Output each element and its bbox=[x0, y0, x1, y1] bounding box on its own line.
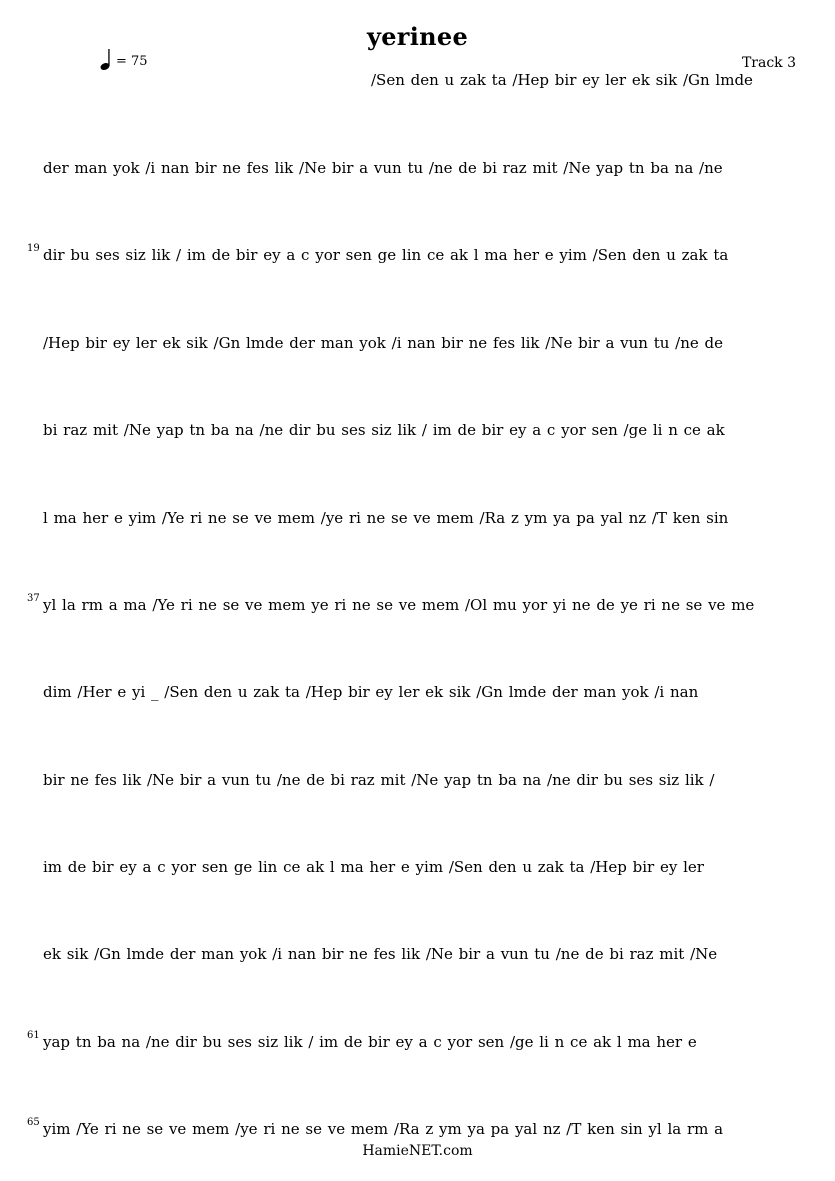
lyric-line: bi raz mit /Ne yap tn ba na /ne dir bu ses siz lik / im de bir ey a c yor sen /ge li n ce ak bbox=[43, 421, 725, 439]
lyric-line: l ma her e yim /Ye ri ne se ve mem /ye ri ne se ve mem /Ra z ym ya pa yal nz /T ken sin bbox=[43, 509, 729, 527]
lyric-line: /Sen den u zak ta /Hep bir ey ler ek sik /Gn lmde bbox=[371, 71, 753, 89]
lyric-line: /Hep bir ey ler ek sik /Gn lmde der man yok /i nan bir ne fes lik /Ne bir a vun tu /ne de bbox=[43, 334, 724, 352]
measure-number: 61 bbox=[27, 1030, 40, 1041]
lyric-line: ek sik /Gn lmde der man yok /i nan bir ne fes lik /Ne bir a vun tu /ne de bi raz mit /Ne bbox=[43, 945, 718, 963]
tempo-value: = 75 bbox=[116, 54, 148, 69]
lyric-line: im de bir ey a c yor sen ge lin ce ak l ma her e yim /Sen den u zak ta /Hep bir ey ler bbox=[43, 858, 704, 876]
lyric-line: dim /Her e yi _ /Sen den u zak ta /Hep bir ey ler ek sik /Gn lmde der man yok /i nan bbox=[43, 683, 699, 701]
measure-number: 37 bbox=[27, 593, 40, 604]
quarter-note-icon bbox=[100, 48, 114, 72]
measure-number: 65 bbox=[27, 1117, 40, 1128]
tempo-marking bbox=[100, 48, 148, 72]
measure-number: 19 bbox=[27, 243, 40, 254]
lyric-line: der man yok /i nan bir ne fes lik /Ne bir a vun tu /ne de bi raz mit /Ne yap tn ba na /ne bbox=[43, 159, 723, 177]
track-label: Track 3 bbox=[741, 55, 796, 71]
footer-site-credit: HamieNET.com bbox=[362, 1143, 473, 1159]
lyric-line: bir ne fes lik /Ne bir a vun tu /ne de bi raz mit /Ne yap tn ba na /ne dir bu ses siz lik / bbox=[43, 771, 715, 789]
lyric-line: dir bu ses siz lik / im de bir ey a c yor sen ge lin ce ak l ma her e yim /Sen den u zak ta bbox=[43, 246, 729, 264]
score-title: yerinee bbox=[366, 22, 469, 51]
lyric-line: yap tn ba na /ne dir bu ses siz lik / im de bir ey a c yor sen /ge li n ce ak l ma her e bbox=[43, 1033, 697, 1051]
lyric-line: yl la rm a ma /Ye ri ne se ve mem ye ri ne se ve mem /Ol mu yor yi ne de ye ri ne se ve me bbox=[43, 596, 755, 614]
lyric-line: yim /Ye ri ne se ve mem /ye ri ne se ve mem /Ra z ym ya pa yal nz /T ken sin yl la rm a bbox=[43, 1120, 724, 1138]
